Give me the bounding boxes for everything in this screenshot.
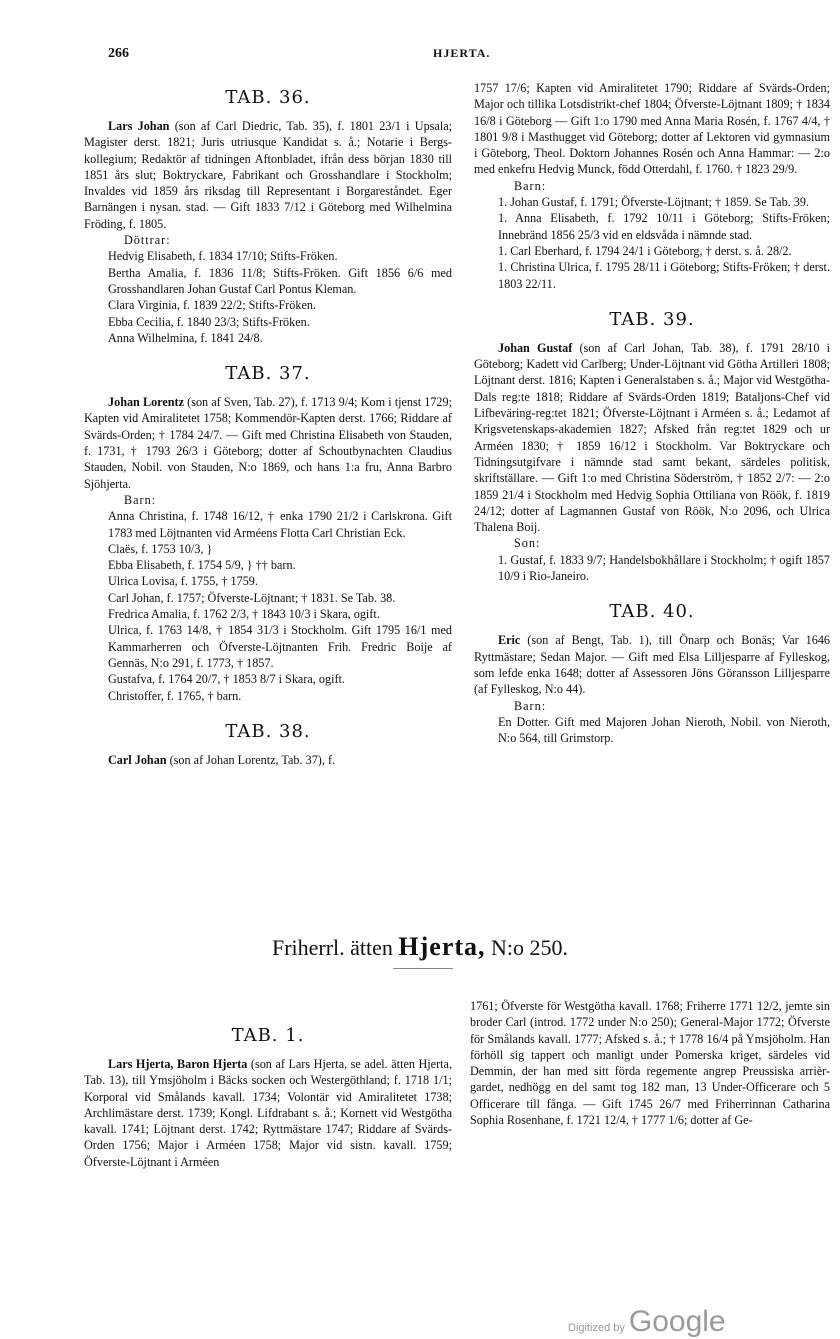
- child-entry: Clara Virginia, f. 1839 22/2; Stifts-Fröken.: [108, 298, 317, 313]
- spacer: [474, 584, 830, 596]
- child-entry: Hedvig Elisabeth, f. 1834 17/10; Stifts-Fröken.: [108, 249, 338, 264]
- child-entry: 1. Gustaf, f. 1833 9/7; Handelsbokhållare i Stockholm; † ogift 1857 10/9 i Rio-Janeiro.: [498, 552, 830, 584]
- child-entry: Ebba Elisabeth, f. 1754 5/9, } †† barn.: [108, 558, 296, 573]
- person-name: Johan Lorentz: [108, 395, 185, 410]
- tab-40-heading: TAB. 40.: [609, 601, 695, 623]
- child-entry: Claës, f. 1753 10/3, }: [108, 541, 213, 556]
- children-label: Barn:: [514, 698, 547, 713]
- tab-37-heading: TAB. 37.: [225, 363, 311, 385]
- child-entry: 1. Johan Gustaf, f. 1791; Öfverste-Löjtnant; † 1859. Se Tab. 39.: [498, 195, 810, 210]
- child-entry: Gustafva, f. 1764 20/7, † 1853 8/7 i Skara, ogift.: [108, 672, 345, 687]
- entry-text: (son af Bengt, Tab. 1), till Önarp och Bonäs; Var 1646 Ryttmästare; Sedan Major. — Gift med Elsa Lilljesparre af Fylleskog, som lefde enka 1648; dotter af Assessoren Jöns Göransson Lilljesparre (af Fylleskog, N:o 44).: [474, 633, 831, 697]
- google-watermark: [568, 1305, 726, 1339]
- children-label: Barn:: [124, 492, 157, 507]
- tab-1-entry: [84, 1056, 452, 1170]
- child-entry: 1. Anna Elisabeth, f. 1792 10/11 i Göteborg; Stifts-Fröken; Innebränd 1856 25/3 vid en eldsvåda i nämnde stad.: [498, 211, 830, 242]
- spacer: [84, 346, 452, 358]
- child-entry: 1. Carl Eberhard, f. 1794 24/1 i Göteborg, † derst. s. å. 28/2.: [498, 243, 792, 258]
- lower-right-column: [470, 998, 830, 1128]
- child-entry: Anna Christina, f. 1748 16/12, † enka 1790 21/2 i Carlskrona. Gift 1783 med Löjtnanten vid Arméens Flotta Carl Christian Eck.: [108, 509, 452, 540]
- right-column: [474, 80, 830, 746]
- person-name: Johan Gustaf: [498, 340, 573, 355]
- person-name: Lars Johan: [108, 119, 170, 133]
- children-label: Son:: [514, 536, 541, 551]
- child-entry: Ulrica Lovisa, f. 1755, † 1759.: [108, 574, 258, 589]
- child-entry: 1. Christina Ulrica, f. 1795 28/11 i Göteborg; Stifts-Fröken; † derst. 1803 22/11.: [498, 260, 830, 291]
- tab-38-entry: [84, 752, 452, 768]
- person-name: Eric: [498, 633, 521, 648]
- child-entry: Bertha Amalia, f. 1836 11/8; Stifts-Fröken. Gift 1856 6/6 med Grosshandlaren Johan Gustaf Carl Pontus Kleman.: [108, 265, 452, 296]
- person-name: Lars Hjerta, Baron Hjerta: [108, 1057, 248, 1071]
- child-entry: Ebba Cecilia, f. 1840 23/3; Stifts-Fröken.: [108, 314, 310, 329]
- google-logo: Google: [628, 1305, 726, 1338]
- tab-36-entry: [84, 118, 452, 232]
- tab-39-entry: [474, 340, 830, 536]
- family-prefix: Friherrl. ätten: [271, 935, 393, 960]
- divider: [393, 968, 453, 969]
- tab-1-heading: TAB. 1.: [231, 1025, 305, 1046]
- entry-text: (son af Sven, Tab. 27), f. 1713 9/4; Kom i tjenst 1729; Kapten vid Amiralitetet 1758; Kommendör-Kapten derst. 1766; Riddare af Svärds-Orden; † 1784 24/7. — Gift med Christina Elisabeth von Stauden, f. 1731, † 1793 26/3 i Göteborg; dotter af Schoutbynachten Claudius Stauden, Nobil. von Stauden, N:o 1869, och hans 1:a fru, Anna Barbro Sjöhjerta.: [84, 395, 452, 491]
- child-entry: Anna Wilhelmina, f. 1841 24/8.: [108, 330, 263, 345]
- lower-left-column: [84, 1020, 452, 1170]
- child-entry: Ulrica, f. 1763 14/8, † 1854 31/3 i Stockholm. Gift 1795 16/1 med Kammarherren och Öfverste-Löjtnanten Frih. Fredric Boije af Gennäs, N:o 291, f. 1773, † 1857.: [108, 623, 452, 670]
- entry-text: (son af Carl Johan, Tab. 38), f. 1791 28/10 i Göteborg; Kadett vid Carlberg; Under-Löjtnant vid Götha Artilleri 1808; Löjtnant derst. 1816; Kapten i Generalstaben s. å.; Major vid Westgötha-Dals reg:te 1818; Riddare af Svärds-Orden 1819; Bataljons-Chef vid Lifbeväring-reg:tet 1821; Öfverste-Löjtnant i Arméen s. å.; Ledamot af Krigsvetenskaps-akademien 1827; Afsked från reg:tet 1829 och ur Arméen 1830; † 1859 16/12 i Stockholm. Var Boktryckare och Tidningsutgifvare i nämnde stad samt bekant, särdeles politisk, skriftställare. — Gift 1:o med Christina Söderström, † 1852 2/7: — 2:o 1859 21/4 i Stockholm med Hedvig Sophia Ottiliana von Röök, f. 1819 24/12; dotter af Lagmannen Gustaf von Röök, N:o 2096, och Ulrica Thalena Boij.: [474, 340, 830, 535]
- tab-40-entry: [474, 632, 830, 697]
- tab-39-heading: TAB. 39.: [609, 308, 695, 330]
- children-label: Barn:: [514, 178, 547, 193]
- child-entry: Fredrica Amalia, f. 1762 2/3, † 1843 10/3 i Skara, ogift.: [108, 607, 380, 622]
- entry-text: (son af Lars Hjerta, se adel. ätten Hjerta, Tab. 13), till Ymsjöholm i Bäcks socken och Westergöthland; f. 1718 1/1; Korporal vid Smålands kavall. 1734; Volontär vid Amiralitetet 1738; Archlimästare derst. 1739; Kongl. Lifdrabant s. å.; Kornett vid Westgötha kavall. 1741; Löjtnant derst. 1742; Ryttmästare 1747; Riddare af Svärds-Orden 1756; Major i Arméen 1758; Major vid sistn. kavall. 1759; Öfverste-Löjtnant i Arméen: [84, 1057, 452, 1169]
- tab-36-heading: TAB. 36.: [225, 87, 311, 108]
- page-header: [108, 46, 728, 66]
- child-entry: En Dotter. Gift med Majoren Johan Nieroth, Nobil. von Nieroth, N:o 564, till Grimstorp.: [498, 714, 830, 746]
- person-name: Carl Johan: [108, 752, 167, 767]
- tab-1-continuation: 1761; Öfverste för Westgötha kavall. 1768; Friherre 1771 12/2, jemte sin broder Carl (introd. 1772 under N:o 250); General-Major 1772; Öfverste för Smålands kavall. 1777; Afsked s. å.; † 1778 16/4 på Ymsjöholm. Han förhöll sig tappert och manligt under Pomerska kriget, särdeles vid Demmin, der han med sitt förda regemente angrep Preussiska arrièr-gardet, nedhögg en del samt tog 182 man, 13 Under-Officerare och 5 Officerare till fånga. — Gift 1745 26/7 med Friherrinnan Catharina Sophia Rosenhane, f. 1721 12/4, † 1777 1/6; dotter af Ge-: [470, 999, 830, 1128]
- left-column: [84, 82, 452, 768]
- child-entry: Carl Johan, f. 1757; Öfverste-Löjtnant; † 1831. Se Tab. 38.: [108, 590, 396, 605]
- family-number: N:o 250.: [491, 935, 569, 960]
- entry-text: (son af Carl Diedric, Tab. 35), f. 1801 23/1 i Upsala; Magister derst. 1821; Juris utriusque Kandidat s. å.; Notarie i Bergs-kollegium; Redaktör af tidningen Aftonbladet, ifrån dess början 1830 till 1851 års slut; Boktryckare, Fabrikant och Grosshandlare i Stockholm; Invaldes vid 1859 års riksdag till Representant i Borgareståndet. Eger Barnängen i nysan. stad. — Gift 1833 7/12 i Göteborg med Wilhelmina Fröding, f. 1805.: [84, 119, 453, 231]
- child-entry: Christoffer, f. 1765, † barn.: [108, 688, 242, 703]
- entry-text: (son af Johan Lorentz, Tab. 37), f.: [169, 752, 336, 767]
- family-name: Hjerta,: [398, 932, 486, 961]
- tab-37-entry: [84, 394, 452, 492]
- tab-38-continuation: 1757 17/6; Kapten vid Amiralitetet 1790; Riddare af Svärds-Orden; Major och tillika Lotsdistrikt-chef 1804; Öfverste-Löjtnant 1809; † 1834 16/8 i Göteborg — Gift 1:o 1790 med Anna Maria Rosén, f. 1767 4/4, † 1801 9/8 i Masthugget vid Göteborg; dotter af Lektoren vid gymnasium i Göteborg, Theol. Doktorn Johannes Rosén och Anna Hammar: — 2:o med enkefru Hedvig Munck, född Otterdahl, f. 1760. † 1823 29/9.: [474, 81, 830, 177]
- spacer: [84, 704, 452, 716]
- spacer: [474, 292, 830, 304]
- page-number: 266: [108, 46, 129, 61]
- children-label: Döttrar:: [124, 233, 171, 248]
- tab-38-heading: TAB. 38.: [225, 720, 311, 742]
- running-title: HJERTA.: [433, 46, 491, 60]
- family-heading: [0, 932, 840, 962]
- digitized-label: Digitized by: [568, 1322, 625, 1334]
